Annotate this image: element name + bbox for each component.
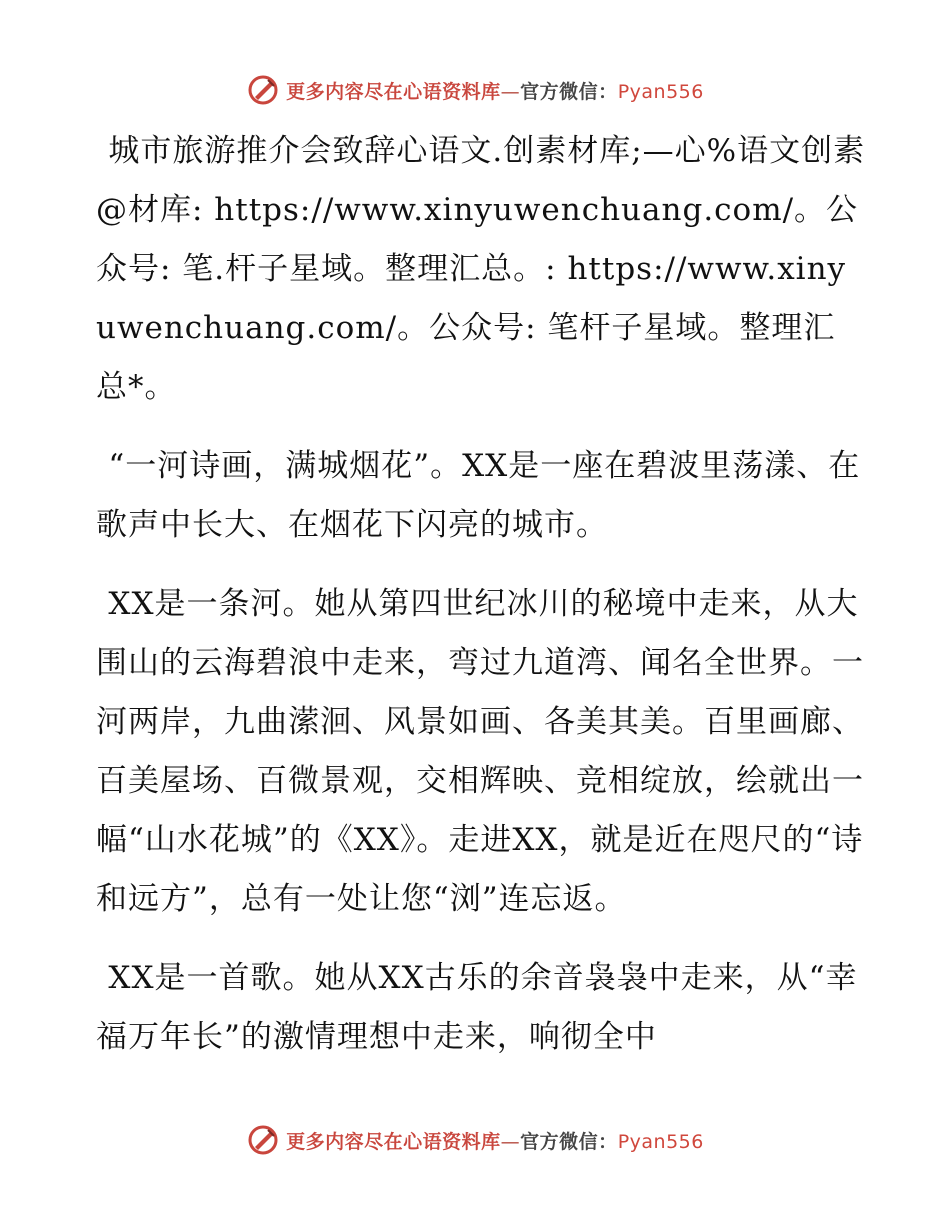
- banner-brand-text: 更多内容尽在心语资料库: [286, 1130, 501, 1153]
- banner-official-label: 官方微信：: [520, 80, 618, 103]
- banner-brand-text: 更多内容尽在心语资料库: [286, 80, 501, 103]
- brand-logo-icon: [246, 1123, 280, 1157]
- banner-official-label: 官方微信：: [520, 1130, 618, 1153]
- header-banner-text: [286, 77, 704, 104]
- paragraph-intro: 城市旅游推介会致辞心语文.创素材库;—心%语文创素@材库: https://www.xinyuwenchuang.com/。公众号: 笔.杆子星域。整理汇总。: https://www.xinyuwenchuang.com/。公众号: 笔杆子星域。整理汇总*。: [96, 133, 866, 405]
- footer-banner-text: [286, 1127, 704, 1154]
- document-body: [96, 122, 866, 1087]
- banner-separator: —: [500, 1130, 521, 1153]
- banner-wechat-id: Pyan556: [617, 1130, 704, 1153]
- footer-banner: [0, 1122, 950, 1158]
- paragraph-river: XX是一条河。她从第四世纪冰川的秘境中走来，从大围山的云海碧浪中走来，弯过九道湾、闻名全世界。一河两岸，九曲潆洄、风景如画、各美其美。百里画廊、百美屋场、百微景观，交相辉映、竞相绽放，绘就出一幅“山水花城”的《XX》。走进XX，就是近在咫尺的“诗和远方”，总有一处让您“浏”连忘返。: [96, 586, 864, 917]
- paragraph-slogan: “一河诗画，满城烟花”。XX是一座在碧波里荡漾、在歌声中长大、在烟花下闪亮的城市。: [96, 448, 861, 543]
- brand-logo-icon: [246, 73, 280, 107]
- banner-separator: —: [500, 80, 521, 103]
- header-banner: [0, 72, 950, 108]
- paragraph-song: XX是一首歌。她从XX古乐的余音袅袅中走来，从“幸福万年长”的激情理想中走来，响彻全中: [96, 960, 858, 1055]
- banner-wechat-id: Pyan556: [617, 80, 704, 103]
